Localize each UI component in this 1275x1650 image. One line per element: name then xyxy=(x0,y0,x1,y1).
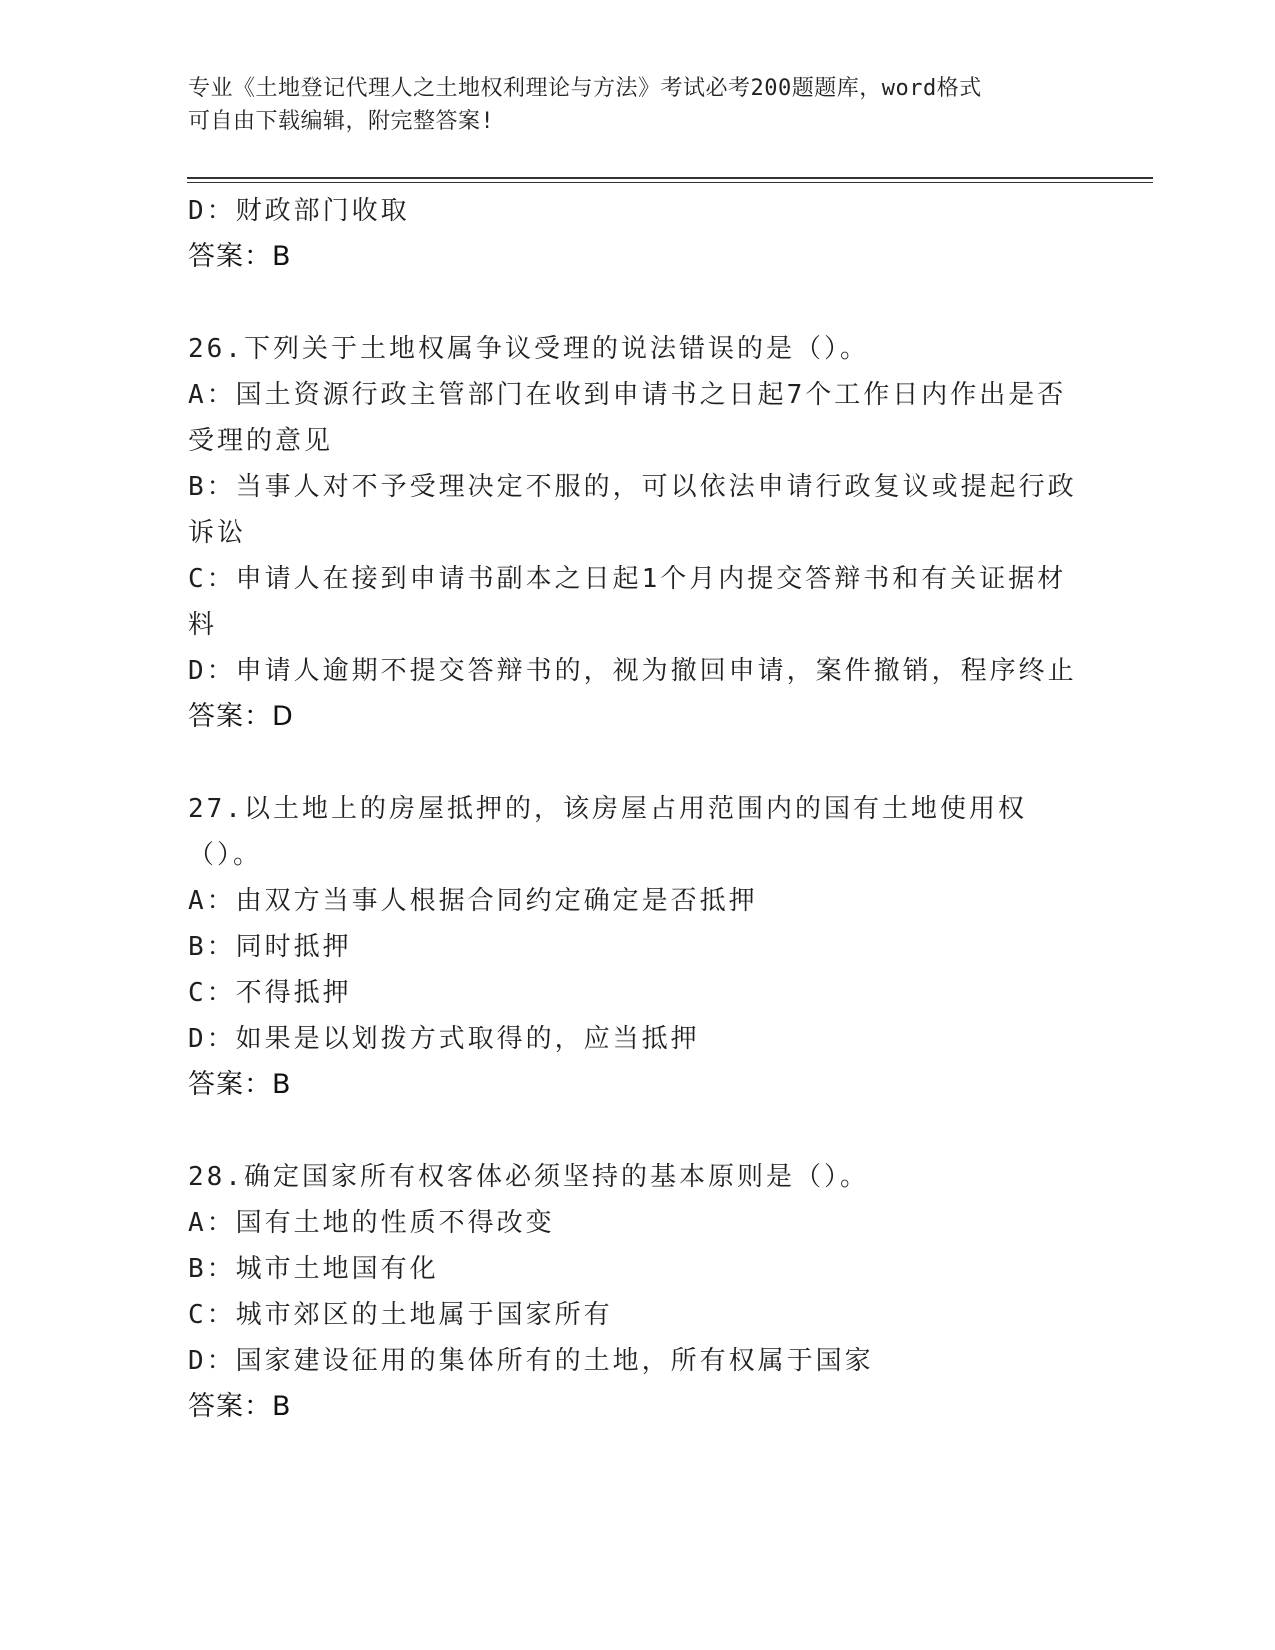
option-c: C：城市郊区的土地属于国家所有 xyxy=(188,1300,613,1330)
question-28 xyxy=(188,1154,1088,1430)
option-b: B：同时抵押 xyxy=(188,932,352,962)
option-b: B：当事人对不予受理决定不服的，可以依法申请行政复议或提起行政诉讼 xyxy=(188,472,1077,548)
spacer xyxy=(188,740,1088,786)
option-a: A：由双方当事人根据合同约定确定是否抵押 xyxy=(188,886,758,916)
option-c: C：不得抵押 xyxy=(188,978,352,1008)
question-stem: 26.下列关于土地权属争议受理的说法错误的是（）。 xyxy=(188,334,869,364)
option-a: A：国有土地的性质不得改变 xyxy=(188,1208,555,1238)
spacer xyxy=(188,280,1088,326)
header-title-line1: 专业《土地登记代理人之土地权利理论与方法》考试必考200题题库，word格式 xyxy=(188,76,982,101)
option-d: D：国家建设征用的集体所有的土地，所有权属于国家 xyxy=(188,1346,874,1376)
option-c: C：申请人在接到申请书副本之日起1个月内提交答辩书和有关证据材料 xyxy=(188,564,1067,640)
document-body xyxy=(188,188,1088,1430)
question-stem: 28.确定国家所有权客体必须坚持的基本原则是（）。 xyxy=(188,1162,869,1192)
question-27 xyxy=(188,786,1088,1108)
answer-line: 答案：B xyxy=(188,241,292,272)
answer-line: 答案：B xyxy=(188,1069,292,1100)
spacer xyxy=(188,1108,1088,1154)
header-title-line2: 可自由下载编辑，附完整答案! xyxy=(188,109,495,134)
answer-line: 答案：B xyxy=(188,1391,292,1422)
question-stem: 27.以土地上的房屋抵押的，该房屋占用范围内的国有土地使用权（）。 xyxy=(188,794,1027,870)
option-d: D：申请人逾期不提交答辩书的，视为撤回申请，案件撤销，程序终止 xyxy=(188,656,1077,686)
question-26 xyxy=(188,326,1088,740)
answer-line: 答案：D xyxy=(188,701,294,732)
document-header xyxy=(188,72,1068,138)
header-divider-thin xyxy=(187,182,1153,183)
option-a: A：国土资源行政主管部门在收到申请书之日起7个工作日内作出是否受理的意见 xyxy=(188,380,1067,456)
option-b: B：城市土地国有化 xyxy=(188,1254,439,1284)
header-divider-thick xyxy=(187,177,1153,179)
option-d: D：如果是以划拨方式取得的，应当抵押 xyxy=(188,1024,700,1054)
option-d: D：财政部门收取 xyxy=(188,196,410,226)
question-25-tail xyxy=(188,188,1088,280)
